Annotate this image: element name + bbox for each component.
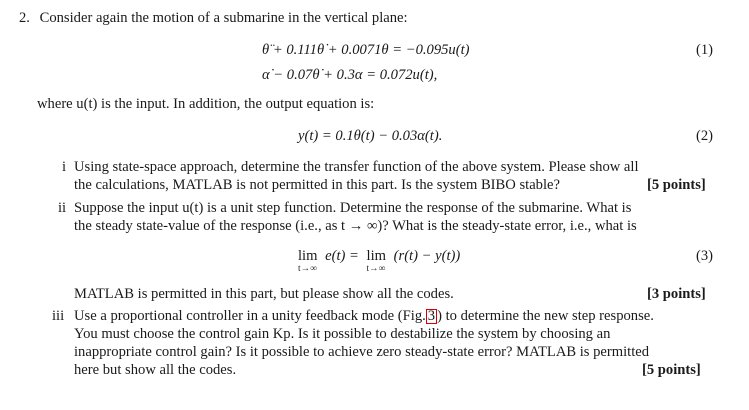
- limit-right: [366, 247, 386, 274]
- equation-3-number: (3): [695, 248, 713, 264]
- part-ii-points: [3 points]: [647, 286, 706, 302]
- part-iii-label: iii: [52, 308, 65, 324]
- part-iii-line-1: [74, 307, 654, 325]
- problem-header: [19, 9, 408, 27]
- equation-1b-text: α̇ − 0.07θ̇ + 0.3α = 0.072u(t),: [262, 67, 438, 83]
- equation-1: [262, 41, 470, 59]
- part-i-label: i: [62, 159, 67, 175]
- part-iii-line-4: here but show all the codes.: [74, 362, 237, 378]
- part-iii-line-1-before: Use a proportional controller in a unity feedback mode (Fig.: [74, 308, 426, 324]
- equation-1-text: θ̈ + 0.111θ̇ + 0.0071θ = −0.095u(t): [262, 42, 470, 58]
- part-ii-label: ii: [58, 200, 67, 216]
- part-i-line-2: the calculations, MATLAB is not permitted in this part. Is the system BIBO stable?: [74, 177, 560, 193]
- input-note: where u(t) is the input. In addition, the output equation is:: [37, 96, 375, 112]
- limit-left-subscript: t→∞: [298, 264, 317, 274]
- equation-2-number: (2): [695, 128, 713, 144]
- part-ii-line-2: the steady state-value of the response (i.e., as t → ∞)? What is the steady-state error, i.e., what is: [74, 218, 637, 234]
- equation-1b: [262, 66, 437, 84]
- equation-3: [298, 247, 461, 274]
- limit-right-operator: lim: [366, 248, 386, 264]
- equation-2: [298, 127, 442, 145]
- part-iii-points: [5 points]: [642, 362, 701, 378]
- limit-left-operator: lim: [298, 248, 318, 264]
- problem-number: 2.: [19, 10, 30, 26]
- equation-3-left-expr: e(t) =: [325, 248, 359, 264]
- problem-intro: Consider again the motion of a submarine in the vertical plane:: [39, 10, 408, 26]
- limit-right-subscript: t→∞: [366, 264, 386, 274]
- equation-1-number: (1): [695, 42, 713, 58]
- part-ii-after: MATLAB is permitted in this part, but please show all the codes.: [74, 286, 454, 302]
- part-ii-line-1: Suppose the input u(t) is a unit step function. Determine the response of the submarine. What is: [74, 200, 632, 216]
- equation-3-right-expr: (r(t) − y(t)): [393, 248, 461, 264]
- part-i-points: [5 points]: [647, 177, 706, 193]
- figure-ref-link[interactable]: 3: [427, 308, 436, 324]
- limit-left: [298, 247, 318, 274]
- part-iii-line-1-after: ) to determine the new step response.: [437, 308, 654, 324]
- part-i-line-1: Using state-space approach, determine the transfer function of the above system. Please show all: [74, 159, 639, 175]
- equation-2-text: y(t) = 0.1θ(t) − 0.03α(t).: [298, 128, 443, 144]
- part-iii-line-3: inappropriate control gain? Is it possible to achieve zero steady-state error? MATLAB is permitted: [74, 344, 650, 360]
- part-iii-line-2: You must choose the control gain Kp. Is it possible to destabilize the system by choosing an: [74, 326, 611, 342]
